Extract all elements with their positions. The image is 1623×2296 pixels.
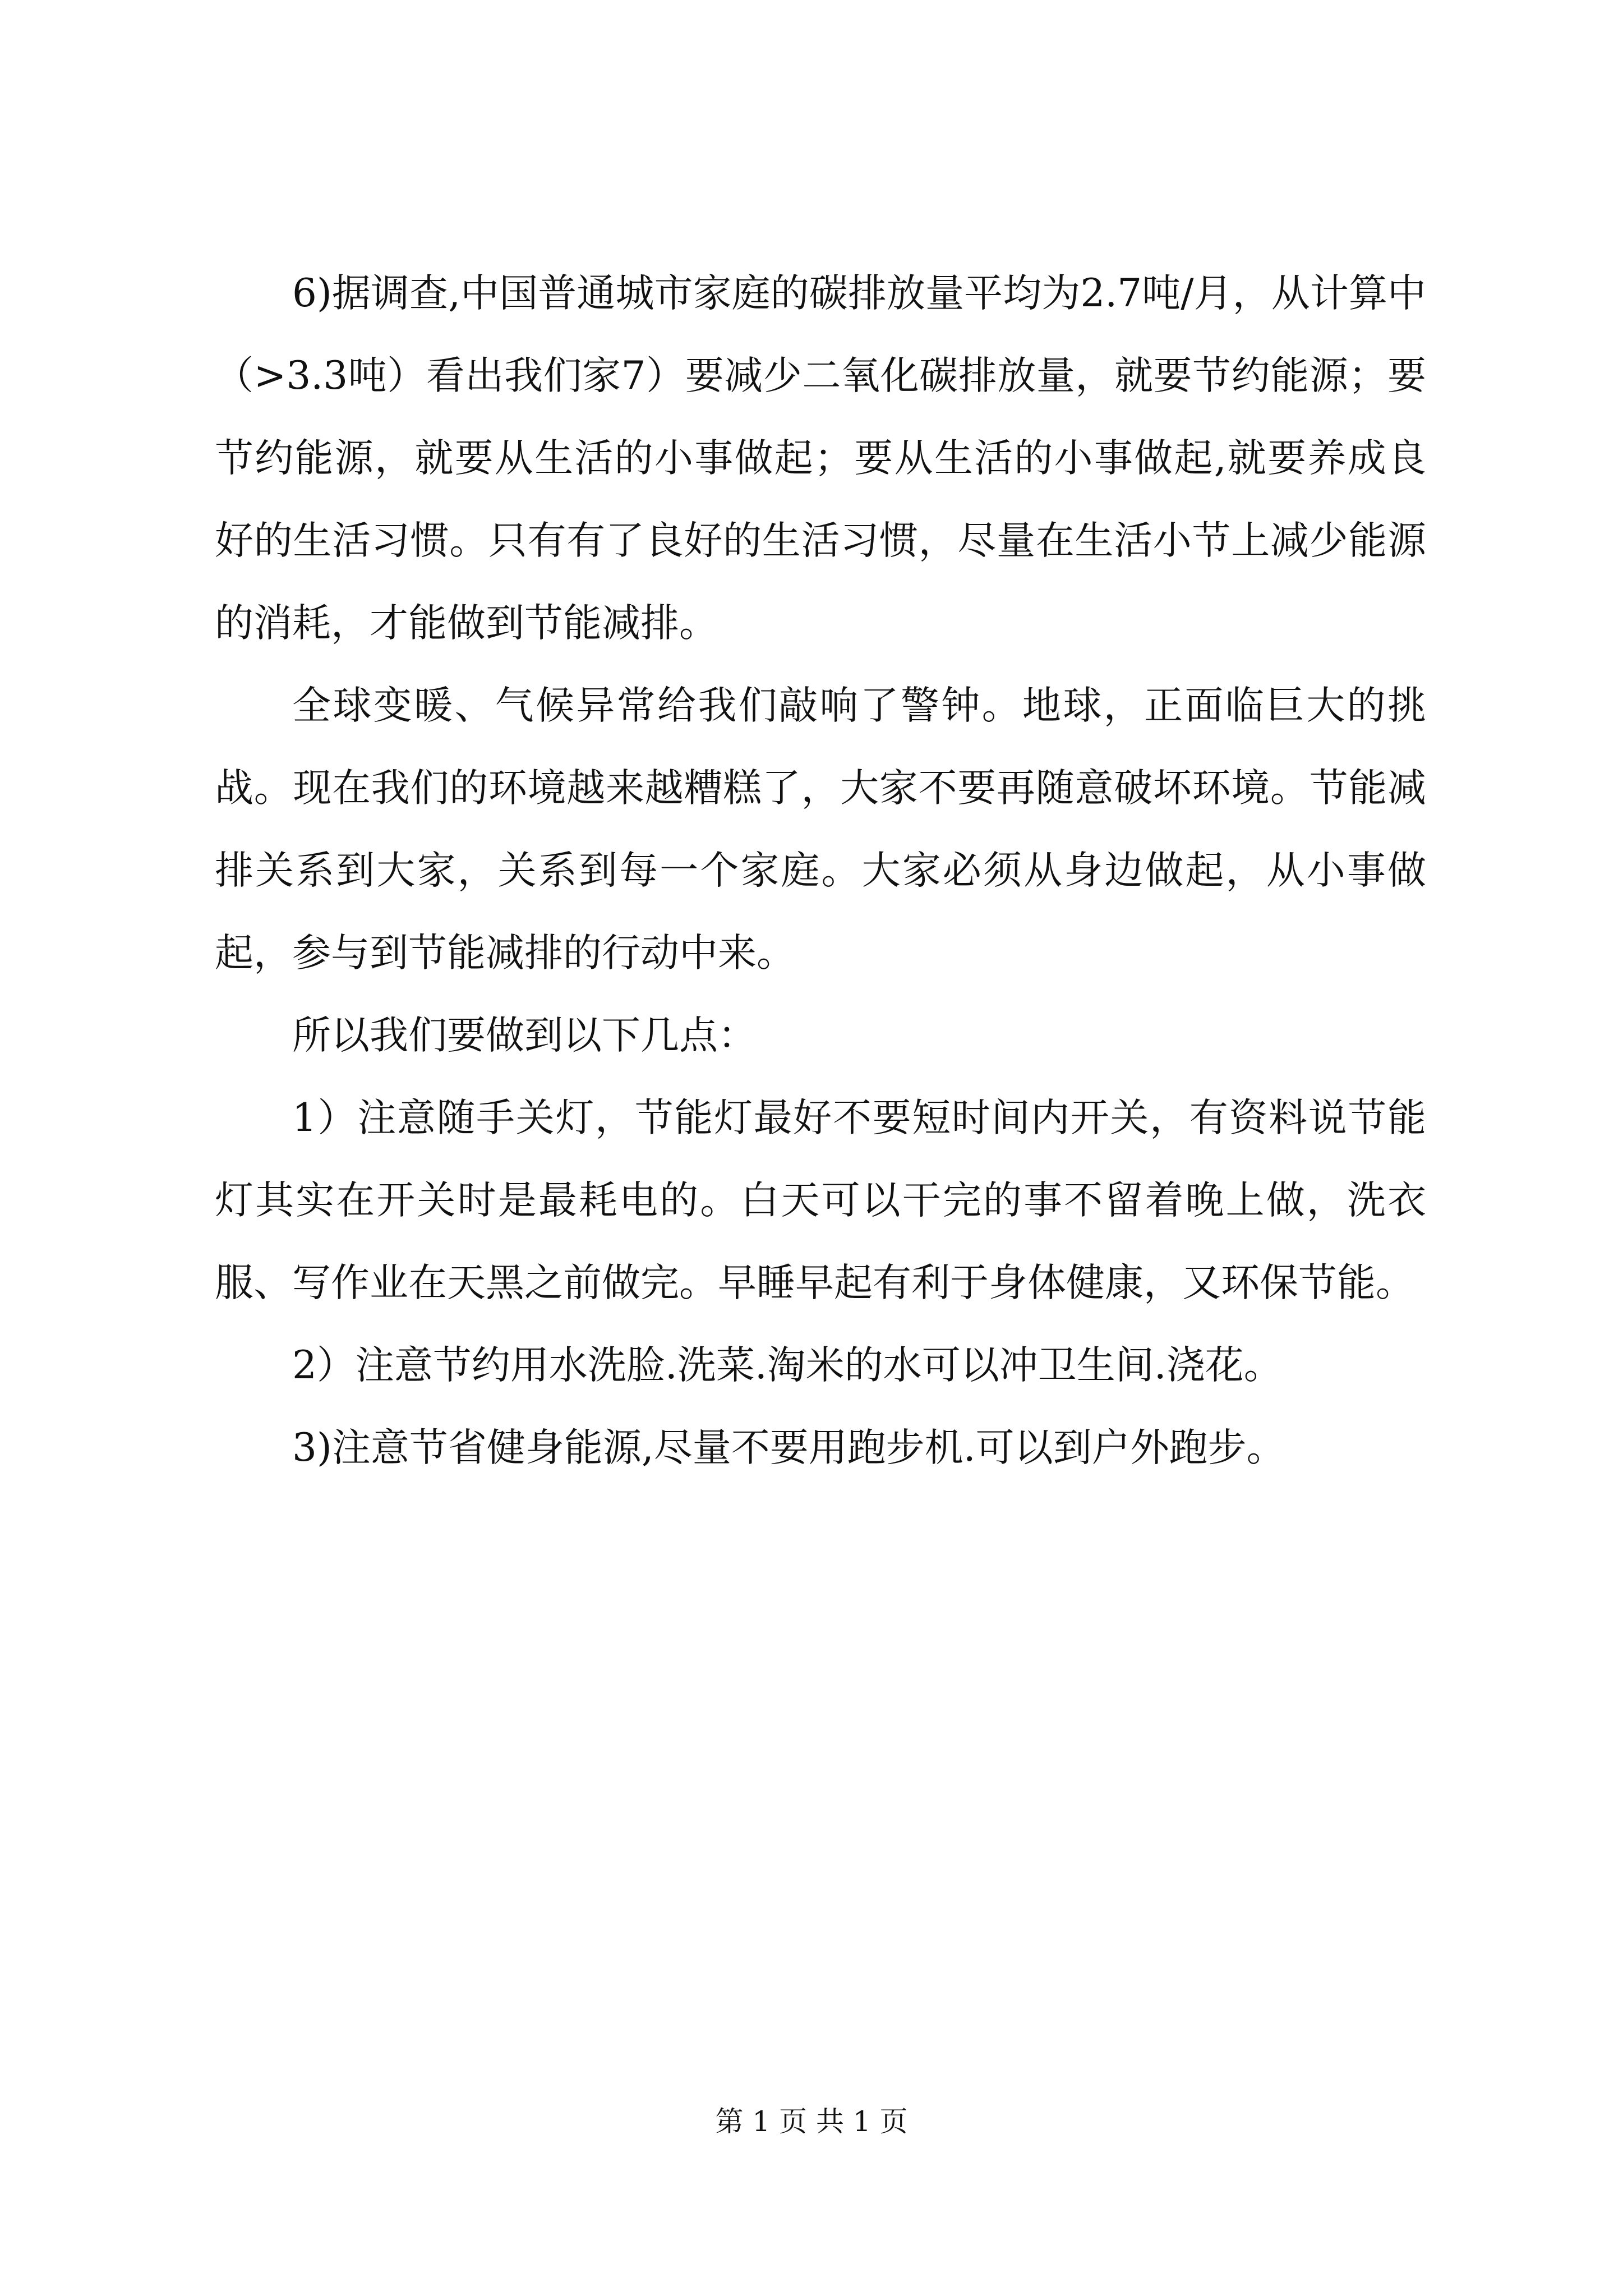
list-item-exercise: 3)注意节省健身能源,尽量不要用跑步机.可以到户外跑步。: [292, 1425, 1285, 1470]
document-body: [215, 252, 1426, 1489]
paragraph-carbon-survey: 6)据调查,中国普通城市家庭的碳排放量平均为2.7吨/月，从计算中（>3.3吨）看出我们家7）要减少二氧化碳排放量，就要节约能源；要节约能源，就要从生活的小事做起；要从生活的小事做起,就要养成良好的生活习惯。只有有了良好的生活习惯，尽量在生活小节上减少能源的消耗，才能做到节能减排。: [215, 271, 1426, 646]
list-item-lights: 1）注意随手关灯，节能灯最好不要短时间内开关，有资料说节能灯其实在开关时是最耗电的。白天可以干完的事不留着晚上做，洗衣服、写作业在天黑之前做完。早睡早起有利于身体健康，又环保节能。: [215, 1096, 1426, 1305]
list-item-water: 2）注意节约用水洗脸.洗菜.淘米的水可以冲卫生间.浇花。: [292, 1343, 1283, 1388]
paragraph-list-intro: 所以我们要做到以下几点：: [292, 1013, 757, 1058]
paragraph-global-warming: 全球变暖、气候异常给我们敲响了警钟。地球，正面临巨大的挑战。现在我们的环境越来越糟糕了，大家不要再随意破坏环境。节能减排关系到大家，关系到每一个家庭。大家必须从身边做起，从小事做起，参与到节能减排的行动中来。: [215, 683, 1426, 976]
page-number-footer: 第 1 页 共 1 页: [715, 2105, 908, 2138]
